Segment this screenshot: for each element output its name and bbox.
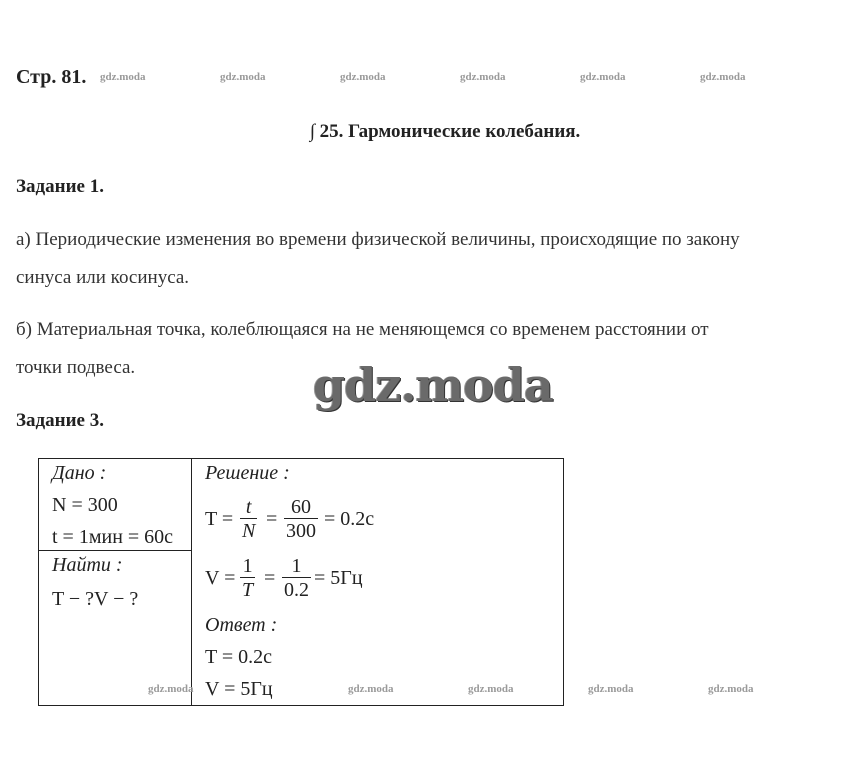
find-line-1: T − ?V − ? (52, 588, 139, 610)
watermark: gdz.moda (348, 683, 394, 695)
watermark: gdz.moda (100, 71, 146, 83)
eq1-equals: = (266, 508, 278, 530)
eq1-fraction-1 (240, 496, 257, 543)
eq1-f2-denominator: 300 (286, 520, 316, 542)
eq1-fraction-2 (284, 496, 318, 543)
watermark: gdz.moda (148, 683, 194, 695)
watermark: gdz.moda (588, 683, 634, 695)
eq1-f1-denominator: N (242, 520, 256, 542)
answer-label: Ответ : (205, 614, 278, 636)
given-label: Дано : (52, 462, 107, 484)
eq1-f2-numerator: 60 (291, 496, 311, 518)
eq1-f1-numerator: t (245, 496, 252, 518)
eq2-f2-denominator: 0.2 (284, 579, 309, 601)
task-1-answer-b-line1: б) Материальная точка, колеблющаяся на не меняющемся со временем расстоянии от (16, 319, 709, 340)
given-line-1: N = 300 (52, 494, 118, 516)
eq2-f1-denominator: T (242, 579, 254, 601)
watermark: gdz.moda (708, 683, 754, 695)
eq1-result: = 0.2с (324, 508, 375, 530)
eq2-fraction-1 (240, 555, 255, 602)
task-1-answer-a-line2: синуса или косинуса. (16, 267, 190, 288)
watermark-large: gdz.moda (313, 358, 553, 412)
eq1-lhs: T = (205, 508, 234, 530)
watermark: gdz.moda (468, 683, 514, 695)
solution-label: Решение : (205, 462, 290, 484)
task-1-heading: Задание 1. (16, 176, 104, 197)
task-1-answer-a-line1: а) Периодические изменения во времени физической величины, происходящие по закону (16, 229, 740, 250)
find-label: Найти : (52, 554, 123, 576)
eq2-lhs: V = (205, 567, 236, 589)
task-1-answer-b-line2: точки подвеса. (16, 357, 136, 378)
watermark: gdz.moda (460, 71, 506, 83)
eq2-equals: = (264, 567, 276, 589)
answer-line-2: V = 5Гц (205, 678, 273, 700)
watermark: gdz.moda (580, 71, 626, 83)
section-title: ∫ 25. Гармонические колебания. (309, 121, 581, 142)
watermark: gdz.moda (220, 71, 266, 83)
page-number: Стр. 81. (16, 66, 87, 88)
eq2-f2-numerator: 1 (291, 555, 302, 577)
watermark: gdz.moda (340, 71, 386, 83)
table-divider-horizontal (38, 550, 191, 551)
given-line-2: t = 1мин = 60с (52, 526, 174, 548)
answer-line-1: T = 0.2с (205, 646, 273, 668)
watermark: gdz.moda (700, 71, 746, 83)
task-3-heading: Задание 3. (16, 410, 104, 431)
eq2-f1-numerator: 1 (242, 555, 253, 577)
eq2-fraction-2 (282, 555, 311, 602)
table-divider-vertical (191, 458, 192, 706)
eq2-result: = 5Гц (314, 567, 363, 589)
